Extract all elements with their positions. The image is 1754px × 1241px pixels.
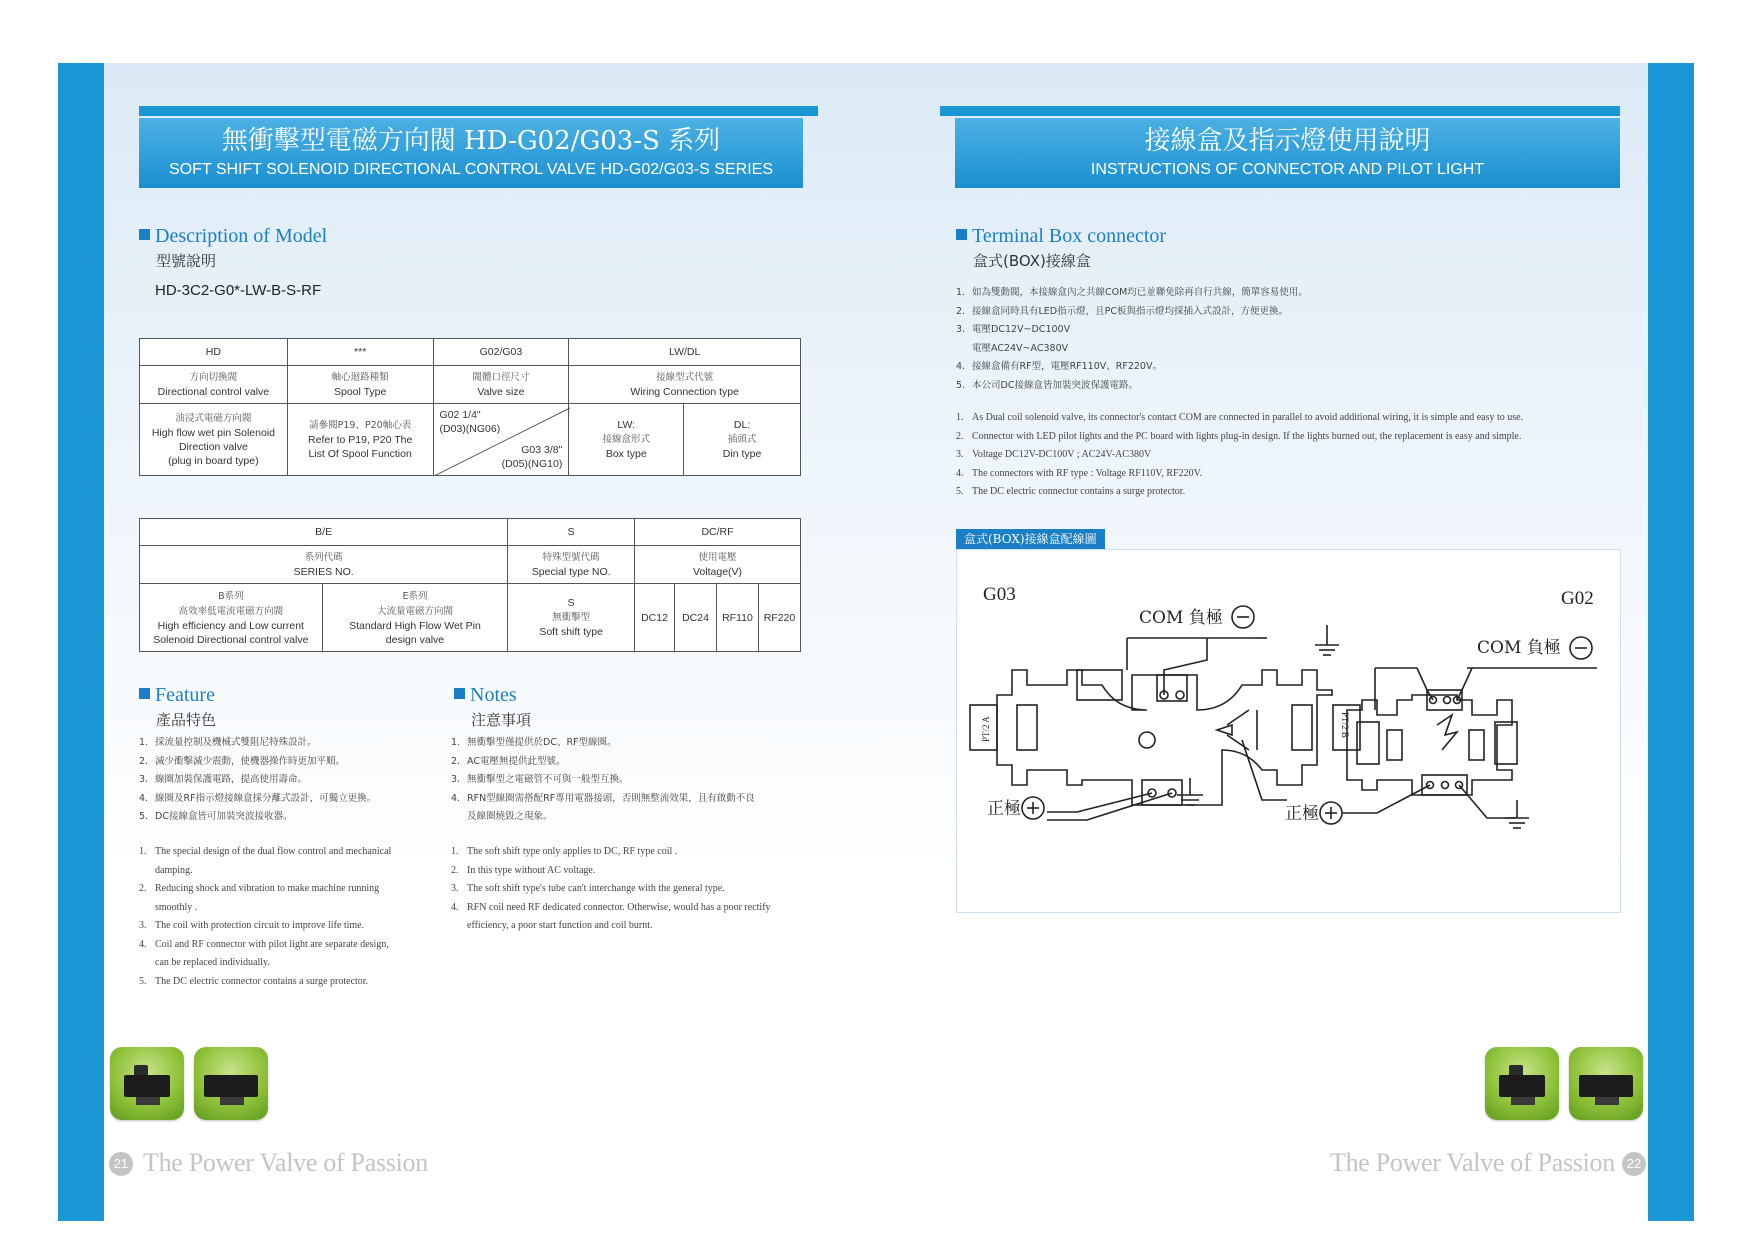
list-item: 1. The soft shift type only applies to DC, RF type coil . xyxy=(451,846,678,857)
table-cell: 軸心迴路種類 Spool Type xyxy=(287,366,433,404)
footer-tagline: The Power Valve of Passion xyxy=(1330,1148,1615,1177)
terminal-en-list xyxy=(956,409,1626,502)
list-item: 2. AC電壓無提供此型號。 xyxy=(451,755,566,767)
com-negative-label-g02: COM 負極 xyxy=(1477,638,1561,658)
list-item: 2. In this type without AC voltage. xyxy=(451,864,596,876)
list-item: 1. 無衝擊型僅提供於DC、RF型線圈。 xyxy=(451,737,617,748)
g03-connector xyxy=(970,606,1360,820)
notes-en-list xyxy=(451,843,811,936)
product-thumbnail xyxy=(194,1047,268,1120)
right-edge-bar xyxy=(1648,63,1694,1221)
model-code-table-2 xyxy=(139,518,801,652)
valve-size-g03-std: (D05)(NG10) xyxy=(501,458,563,470)
list-item: 4. RFN型線圈需搭配RF專用電器接頭，否則無整流效果，且有啟動不良 及線圈燒毀之現象。 xyxy=(451,792,755,822)
com-negative-label-g03: COM 負極 xyxy=(1139,608,1223,628)
model-code: HD-3C2-G0*-LW-B-S-RF xyxy=(155,282,322,299)
list-item: 4. The connectors with RF type : Voltage RF110V, RF220V. xyxy=(956,467,1203,479)
list-item: 3. 線圈加裝保護電路，提高使用壽命。 xyxy=(139,774,308,785)
page-number: 22 xyxy=(1622,1152,1646,1176)
g02-connector xyxy=(1285,625,1597,828)
list-item: 1. The special design of the dual flow control and mechanical damping. xyxy=(139,846,392,876)
table-cell: E系列 大流量電磁方向閥 Standard High Flow Wet Pin design valve xyxy=(322,584,508,652)
voltage-cell: RF110 xyxy=(716,584,758,652)
product-thumbnail xyxy=(1485,1047,1559,1120)
wiring-diagram xyxy=(956,549,1621,913)
square-bullet-icon xyxy=(139,229,150,240)
table-header: DC/RF xyxy=(635,519,801,546)
square-bullet-icon xyxy=(956,229,967,240)
right-title-en: INSTRUCTIONS OF CONNECTOR AND PILOT LIGHT xyxy=(1090,161,1485,178)
right-title-cn: 接線盒及指示燈使用說明 xyxy=(1144,126,1431,156)
list-item: 2. 接線盒同時具有LED指示燈，且PC板與指示燈均採插入式設計，方便更換。 xyxy=(956,305,1288,317)
list-item: 5. The DC electric connector contains a surge protector. xyxy=(956,486,1186,497)
feature-title: Feature xyxy=(139,684,215,707)
table-cell: 系列代碼 SERIES NO. xyxy=(140,546,508,584)
g02-label: G02 xyxy=(1561,588,1594,609)
pt-a-label: PT/2 A xyxy=(981,716,991,742)
left-title-cn: 無衝擊型電磁方向閥 HD-G02/G03-S 系列 xyxy=(221,126,721,156)
model-code-table-1 xyxy=(139,338,801,476)
description-subtitle: 型號說明 xyxy=(156,252,217,270)
table-cell: 特殊型號代碼 Special type NO. xyxy=(508,546,635,584)
list-item: 5. The DC electric connector contains a surge protector. xyxy=(139,975,369,987)
left-title-banner xyxy=(139,106,818,188)
wiring-diagram-tag: 盒式(BOX)接線盒配線圖 xyxy=(956,529,1105,549)
table-cell: B系列 高效率低電流電磁方向閥 High efficiency and Low current Solenoid Directional control valve xyxy=(140,584,323,652)
valve-size-g03: G03 3/8" xyxy=(521,444,563,456)
table-cell: 方向切換閥 Directional control valve xyxy=(140,366,288,404)
table-cell: 油浸式電磁方向閥 High flow wet pin Solenoid Direction valve (plug in board type) xyxy=(140,404,288,476)
left-title-en: SOFT SHIFT SOLENOID DIRECTIONAL CONTROL VALVE HD-G02/G03-S SERIES xyxy=(169,161,773,178)
valve-size-g02: G02 1/4" xyxy=(439,409,481,421)
list-item: 5. 本公司DC接線盒皆加裝突波保護電路。 xyxy=(956,379,1138,391)
list-item: 4. RFN coil need RF dedicated connector. Otherwise, would has a poor rectify efficiency, a poor start function and coil burnt. xyxy=(451,901,771,931)
notes-cn-list xyxy=(451,734,811,827)
terminal-cn-list xyxy=(956,284,1616,395)
feature-en-list xyxy=(139,843,439,991)
notes-subtitle: 注意事項 xyxy=(471,711,532,729)
list-item: 2. 減少衝擊減少震動，使機器操作時更加平順。 xyxy=(139,755,346,767)
list-item: 3. 無衝擊型之電磁管不可與一般型互換。 xyxy=(451,774,629,785)
list-item: 3. The coil with protection circuit to improve life time. xyxy=(139,920,365,931)
list-item: 4. 接線盒備有RF型，電壓RF110V、RF220V。 xyxy=(956,361,1162,372)
valve-size-cell xyxy=(433,404,569,476)
table-cell: DL: 插頭式 Din type xyxy=(684,404,801,476)
right-title-banner xyxy=(940,106,1620,188)
footer-tagline: The Power Valve of Passion xyxy=(143,1148,428,1177)
voltage-cell: DC24 xyxy=(675,584,717,652)
table-cell: 請參閱P19、P20軸心表 Refer to P19, P20 The List Of Spool Function xyxy=(287,404,433,476)
list-item: 4. Coil and RF connector with pilot light are separate design, can be replaced individually. xyxy=(139,938,389,968)
list-item: 3. Voltage DC12V-DC100V ; AC24V-AC380V xyxy=(956,449,1152,460)
valve-size-g02-std: (D03)(NG06) xyxy=(439,423,501,435)
table-cell: LW: 接線盒形式 Box type xyxy=(569,404,684,476)
list-item: 2. Reducing shock and vibration to make machine running smoothly . xyxy=(139,883,380,913)
feature-cn-list xyxy=(139,734,439,827)
pt-b-port-g02 xyxy=(1495,722,1517,764)
square-bullet-icon xyxy=(454,688,465,699)
table-cell: 接線型式代號 Wiring Connection type xyxy=(569,366,801,404)
description-title: Description of Model xyxy=(139,225,327,248)
table-header: HD xyxy=(140,339,288,366)
terminal-title: Terminal Box connector xyxy=(956,225,1166,248)
page-number: 21 xyxy=(109,1152,133,1176)
table-header: B/E xyxy=(140,519,508,546)
square-bullet-icon xyxy=(139,688,150,699)
product-thumbnail xyxy=(110,1047,184,1120)
list-item: 1. As Dual coil solenoid valve, its connector's contact COM are connected in parallel to avoid additional wiring, it is simple and easy to use. xyxy=(956,412,1524,423)
list-item: 3. 電壓DC12V~DC100V 電壓AC24V~AC380V xyxy=(956,324,1071,354)
notes-title: Notes xyxy=(454,684,517,707)
feature-subtitle: 產品特色 xyxy=(156,711,217,729)
terminal-subtitle: 盒式(BOX)接線盒 xyxy=(973,252,1091,270)
table-header: LW/DL xyxy=(569,339,801,366)
table-cell: S 無衝擊型 Soft shift type xyxy=(508,584,635,652)
list-item: 5. DC接線盒皆可加裝突波接收器。 xyxy=(139,811,293,822)
table-cell: 閥體口徑尺寸 Valve size xyxy=(433,366,569,404)
table-cell: 使用電壓 Voltage(V) xyxy=(635,546,801,584)
positive-label-g02: 正極 xyxy=(1285,804,1319,824)
table-header: S xyxy=(508,519,635,546)
list-item: 1. 採流量控制及機械式雙阻尼特殊設計。 xyxy=(139,737,317,748)
table-header: G02/G03 xyxy=(433,339,569,366)
pt-b-label: PT/2 B xyxy=(1340,712,1350,738)
product-thumbnail xyxy=(1569,1047,1643,1120)
left-edge-bar xyxy=(58,63,104,1221)
table-header: *** xyxy=(287,339,433,366)
list-item: 1. 如為雙動閥，本接線盒內之共線COM均已並聯免除再自行共線，簡單容易使用。 xyxy=(956,287,1308,298)
voltage-cell: RF220 xyxy=(758,584,800,652)
voltage-cell: DC12 xyxy=(635,584,675,652)
positive-label-g03: 正極 xyxy=(987,799,1021,819)
list-item: 2. Connector with LED pilot lights and the PC board with lights plug-in design. If the lights burned out, the replacement is easy and simple. xyxy=(956,430,1522,442)
list-item: 3. The soft shift type's tube can't interchange with the general type. xyxy=(451,883,725,894)
list-item: 4. 線圈及RF指示燈接線盒採分離式設計，可獨立更換。 xyxy=(139,792,377,804)
g03-label: G03 xyxy=(983,584,1016,605)
wiring-diagram-svg xyxy=(957,550,1620,912)
